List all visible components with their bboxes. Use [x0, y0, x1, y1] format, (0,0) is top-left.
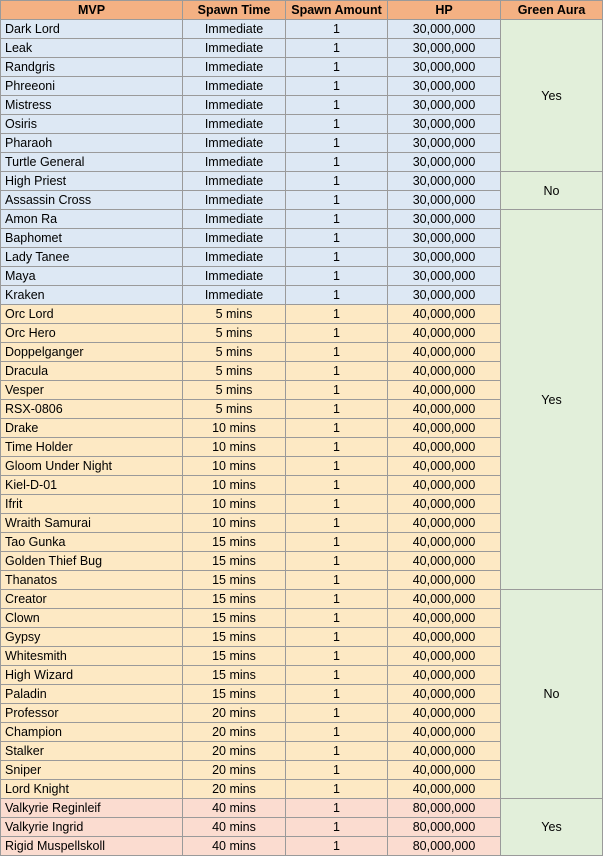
spawn-amount-cell: 1	[286, 647, 388, 666]
hp-cell: 40,000,000	[388, 457, 501, 476]
spawn-amount-cell: 1	[286, 495, 388, 514]
spawn-amount-cell: 1	[286, 153, 388, 172]
spawn-amount-cell: 1	[286, 381, 388, 400]
spawn-time-cell: 5 mins	[183, 381, 286, 400]
hp-cell: 40,000,000	[388, 666, 501, 685]
hp-cell: 40,000,000	[388, 571, 501, 590]
header-row	[1, 1, 603, 20]
mvp-name-cell: Pharaoh	[1, 134, 183, 153]
spawn-time-cell: 5 mins	[183, 362, 286, 381]
spawn-amount-cell: 1	[286, 229, 388, 248]
spawn-amount-cell: 1	[286, 20, 388, 39]
spawn-time-cell: 15 mins	[183, 628, 286, 647]
hp-cell: 30,000,000	[388, 210, 501, 229]
mvp-name-cell: Osiris	[1, 115, 183, 134]
mvp-name-cell: Golden Thief Bug	[1, 552, 183, 571]
mvp-name-cell: Drake	[1, 419, 183, 438]
hp-cell: 30,000,000	[388, 96, 501, 115]
hp-cell: 40,000,000	[388, 419, 501, 438]
spawn-amount-cell: 1	[286, 400, 388, 419]
spawn-amount-cell: 1	[286, 191, 388, 210]
spawn-amount-cell: 1	[286, 609, 388, 628]
mvp-name-cell: Maya	[1, 267, 183, 286]
spawn-time-cell: 10 mins	[183, 476, 286, 495]
spawn-time-cell: Immediate	[183, 115, 286, 134]
spawn-time-cell: 15 mins	[183, 590, 286, 609]
spawn-amount-cell: 1	[286, 419, 388, 438]
hp-cell: 30,000,000	[388, 134, 501, 153]
mvp-name-cell: High Priest	[1, 172, 183, 191]
mvp-name-cell: Creator	[1, 590, 183, 609]
hp-cell: 40,000,000	[388, 685, 501, 704]
hp-cell: 30,000,000	[388, 191, 501, 210]
hp-cell: 40,000,000	[388, 514, 501, 533]
spawn-time-cell: Immediate	[183, 248, 286, 267]
spawn-time-cell: 10 mins	[183, 419, 286, 438]
hp-cell: 30,000,000	[388, 286, 501, 305]
hp-cell: 40,000,000	[388, 324, 501, 343]
spawn-amount-cell: 1	[286, 666, 388, 685]
hp-cell: 40,000,000	[388, 305, 501, 324]
table-row	[1, 20, 603, 39]
spawn-amount-cell: 1	[286, 438, 388, 457]
spawn-time-cell: Immediate	[183, 172, 286, 191]
hp-cell: 30,000,000	[388, 77, 501, 96]
spawn-amount-cell: 1	[286, 457, 388, 476]
spawn-time-cell: Immediate	[183, 210, 286, 229]
mvp-name-cell: Valkyrie Ingrid	[1, 818, 183, 837]
hp-cell: 40,000,000	[388, 438, 501, 457]
mvp-name-cell: Turtle General	[1, 153, 183, 172]
spawn-amount-cell: 1	[286, 172, 388, 191]
mvp-name-cell: Doppelganger	[1, 343, 183, 362]
spawn-amount-cell: 1	[286, 248, 388, 267]
spawn-amount-cell: 1	[286, 761, 388, 780]
mvp-name-cell: Orc Lord	[1, 305, 183, 324]
mvp-name-cell: Gypsy	[1, 628, 183, 647]
mvp-name-cell: Professor	[1, 704, 183, 723]
green-aura-cell: Yes	[501, 20, 603, 172]
spawn-amount-cell: 1	[286, 799, 388, 818]
mvp-name-cell: Lady Tanee	[1, 248, 183, 267]
spawn-time-cell: Immediate	[183, 39, 286, 58]
hp-cell: 30,000,000	[388, 248, 501, 267]
spawn-time-cell: 20 mins	[183, 723, 286, 742]
spawn-amount-cell: 1	[286, 780, 388, 799]
spawn-amount-cell: 1	[286, 533, 388, 552]
mvp-name-cell: Dracula	[1, 362, 183, 381]
header-spawn-amount: Spawn Amount	[286, 1, 388, 20]
spawn-time-cell: Immediate	[183, 58, 286, 77]
hp-cell: 40,000,000	[388, 400, 501, 419]
hp-cell: 40,000,000	[388, 495, 501, 514]
mvp-name-cell: Baphomet	[1, 229, 183, 248]
mvp-name-cell: Mistress	[1, 96, 183, 115]
mvp-name-cell: Amon Ra	[1, 210, 183, 229]
spawn-amount-cell: 1	[286, 58, 388, 77]
mvp-name-cell: Stalker	[1, 742, 183, 761]
mvp-name-cell: Whitesmith	[1, 647, 183, 666]
spawn-time-cell: Immediate	[183, 77, 286, 96]
green-aura-cell: Yes	[501, 799, 603, 856]
spawn-time-cell: 5 mins	[183, 305, 286, 324]
hp-cell: 40,000,000	[388, 381, 501, 400]
mvp-name-cell: Clown	[1, 609, 183, 628]
hp-cell: 40,000,000	[388, 343, 501, 362]
spawn-time-cell: 40 mins	[183, 818, 286, 837]
mvp-name-cell: High Wizard	[1, 666, 183, 685]
spawn-time-cell: 15 mins	[183, 609, 286, 628]
table-row	[1, 210, 603, 229]
spawn-time-cell: 15 mins	[183, 571, 286, 590]
spawn-amount-cell: 1	[286, 77, 388, 96]
spawn-amount-cell: 1	[286, 476, 388, 495]
table-row	[1, 172, 603, 191]
spawn-amount-cell: 1	[286, 704, 388, 723]
spawn-amount-cell: 1	[286, 305, 388, 324]
spawn-amount-cell: 1	[286, 324, 388, 343]
hp-cell: 40,000,000	[388, 628, 501, 647]
hp-cell: 40,000,000	[388, 362, 501, 381]
spawn-time-cell: 40 mins	[183, 837, 286, 856]
spawn-amount-cell: 1	[286, 115, 388, 134]
hp-cell: 40,000,000	[388, 723, 501, 742]
spawn-amount-cell: 1	[286, 286, 388, 305]
green-aura-cell: No	[501, 590, 603, 799]
hp-cell: 80,000,000	[388, 818, 501, 837]
spawn-time-cell: Immediate	[183, 286, 286, 305]
hp-cell: 30,000,000	[388, 39, 501, 58]
header-green-aura: Green Aura	[501, 1, 603, 20]
spawn-time-cell: 5 mins	[183, 343, 286, 362]
spawn-time-cell: 15 mins	[183, 647, 286, 666]
table-row	[1, 799, 603, 818]
spawn-time-cell: 20 mins	[183, 761, 286, 780]
hp-cell: 40,000,000	[388, 780, 501, 799]
spawn-time-cell: 10 mins	[183, 457, 286, 476]
spawn-amount-cell: 1	[286, 742, 388, 761]
mvp-name-cell: Lord Knight	[1, 780, 183, 799]
hp-cell: 30,000,000	[388, 153, 501, 172]
spawn-time-cell: 40 mins	[183, 799, 286, 818]
header-spawn-time: Spawn Time	[183, 1, 286, 20]
hp-cell: 40,000,000	[388, 552, 501, 571]
hp-cell: 40,000,000	[388, 609, 501, 628]
spawn-amount-cell: 1	[286, 362, 388, 381]
spawn-time-cell: 15 mins	[183, 533, 286, 552]
table-body	[1, 20, 603, 856]
hp-cell: 30,000,000	[388, 172, 501, 191]
green-aura-cell: Yes	[501, 210, 603, 590]
mvp-name-cell: Kraken	[1, 286, 183, 305]
spawn-time-cell: Immediate	[183, 134, 286, 153]
hp-cell: 80,000,000	[388, 799, 501, 818]
mvp-name-cell: Leak	[1, 39, 183, 58]
spawn-time-cell: Immediate	[183, 229, 286, 248]
hp-cell: 40,000,000	[388, 590, 501, 609]
spawn-amount-cell: 1	[286, 628, 388, 647]
header-mvp: MVP	[1, 1, 183, 20]
hp-cell: 40,000,000	[388, 704, 501, 723]
mvp-name-cell: RSX-0806	[1, 400, 183, 419]
mvp-name-cell: Kiel-D-01	[1, 476, 183, 495]
hp-cell: 40,000,000	[388, 476, 501, 495]
spawn-time-cell: Immediate	[183, 267, 286, 286]
spawn-amount-cell: 1	[286, 514, 388, 533]
mvp-name-cell: Assassin Cross	[1, 191, 183, 210]
spawn-amount-cell: 1	[286, 723, 388, 742]
spawn-amount-cell: 1	[286, 210, 388, 229]
spawn-time-cell: Immediate	[183, 153, 286, 172]
spawn-amount-cell: 1	[286, 134, 388, 153]
header-hp: HP	[388, 1, 501, 20]
hp-cell: 40,000,000	[388, 761, 501, 780]
spawn-amount-cell: 1	[286, 96, 388, 115]
mvp-name-cell: Ifrit	[1, 495, 183, 514]
spawn-amount-cell: 1	[286, 590, 388, 609]
hp-cell: 30,000,000	[388, 20, 501, 39]
hp-cell: 80,000,000	[388, 837, 501, 856]
mvp-name-cell: Paladin	[1, 685, 183, 704]
spawn-time-cell: 10 mins	[183, 514, 286, 533]
spawn-time-cell: 10 mins	[183, 438, 286, 457]
mvp-name-cell: Wraith Samurai	[1, 514, 183, 533]
mvp-name-cell: Vesper	[1, 381, 183, 400]
spawn-time-cell: 15 mins	[183, 552, 286, 571]
spawn-time-cell: Immediate	[183, 96, 286, 115]
mvp-name-cell: Orc Hero	[1, 324, 183, 343]
spawn-time-cell: 15 mins	[183, 685, 286, 704]
hp-cell: 40,000,000	[388, 533, 501, 552]
hp-cell: 30,000,000	[388, 58, 501, 77]
table-row	[1, 590, 603, 609]
mvp-name-cell: Thanatos	[1, 571, 183, 590]
mvp-name-cell: Sniper	[1, 761, 183, 780]
spawn-amount-cell: 1	[286, 818, 388, 837]
green-aura-cell: No	[501, 172, 603, 210]
spawn-amount-cell: 1	[286, 267, 388, 286]
hp-cell: 40,000,000	[388, 742, 501, 761]
spawn-time-cell: 5 mins	[183, 400, 286, 419]
spawn-time-cell: 10 mins	[183, 495, 286, 514]
spawn-amount-cell: 1	[286, 343, 388, 362]
spawn-time-cell: 20 mins	[183, 704, 286, 723]
mvp-name-cell: Phreeoni	[1, 77, 183, 96]
spawn-time-cell: Immediate	[183, 20, 286, 39]
hp-cell: 30,000,000	[388, 267, 501, 286]
spawn-time-cell: 20 mins	[183, 780, 286, 799]
mvp-name-cell: Time Holder	[1, 438, 183, 457]
mvp-name-cell: Randgris	[1, 58, 183, 77]
mvp-name-cell: Dark Lord	[1, 20, 183, 39]
spawn-amount-cell: 1	[286, 571, 388, 590]
hp-cell: 30,000,000	[388, 229, 501, 248]
spawn-amount-cell: 1	[286, 39, 388, 58]
mvp-name-cell: Gloom Under Night	[1, 457, 183, 476]
mvp-name-cell: Rigid Muspellskoll	[1, 837, 183, 856]
spawn-time-cell: 5 mins	[183, 324, 286, 343]
spawn-time-cell: Immediate	[183, 191, 286, 210]
hp-cell: 40,000,000	[388, 647, 501, 666]
mvp-name-cell: Champion	[1, 723, 183, 742]
spawn-amount-cell: 1	[286, 837, 388, 856]
spawn-time-cell: 15 mins	[183, 666, 286, 685]
hp-cell: 30,000,000	[388, 115, 501, 134]
mvp-name-cell: Valkyrie Reginleif	[1, 799, 183, 818]
spawn-time-cell: 20 mins	[183, 742, 286, 761]
mvp-name-cell: Tao Gunka	[1, 533, 183, 552]
spawn-amount-cell: 1	[286, 552, 388, 571]
spawn-amount-cell: 1	[286, 685, 388, 704]
